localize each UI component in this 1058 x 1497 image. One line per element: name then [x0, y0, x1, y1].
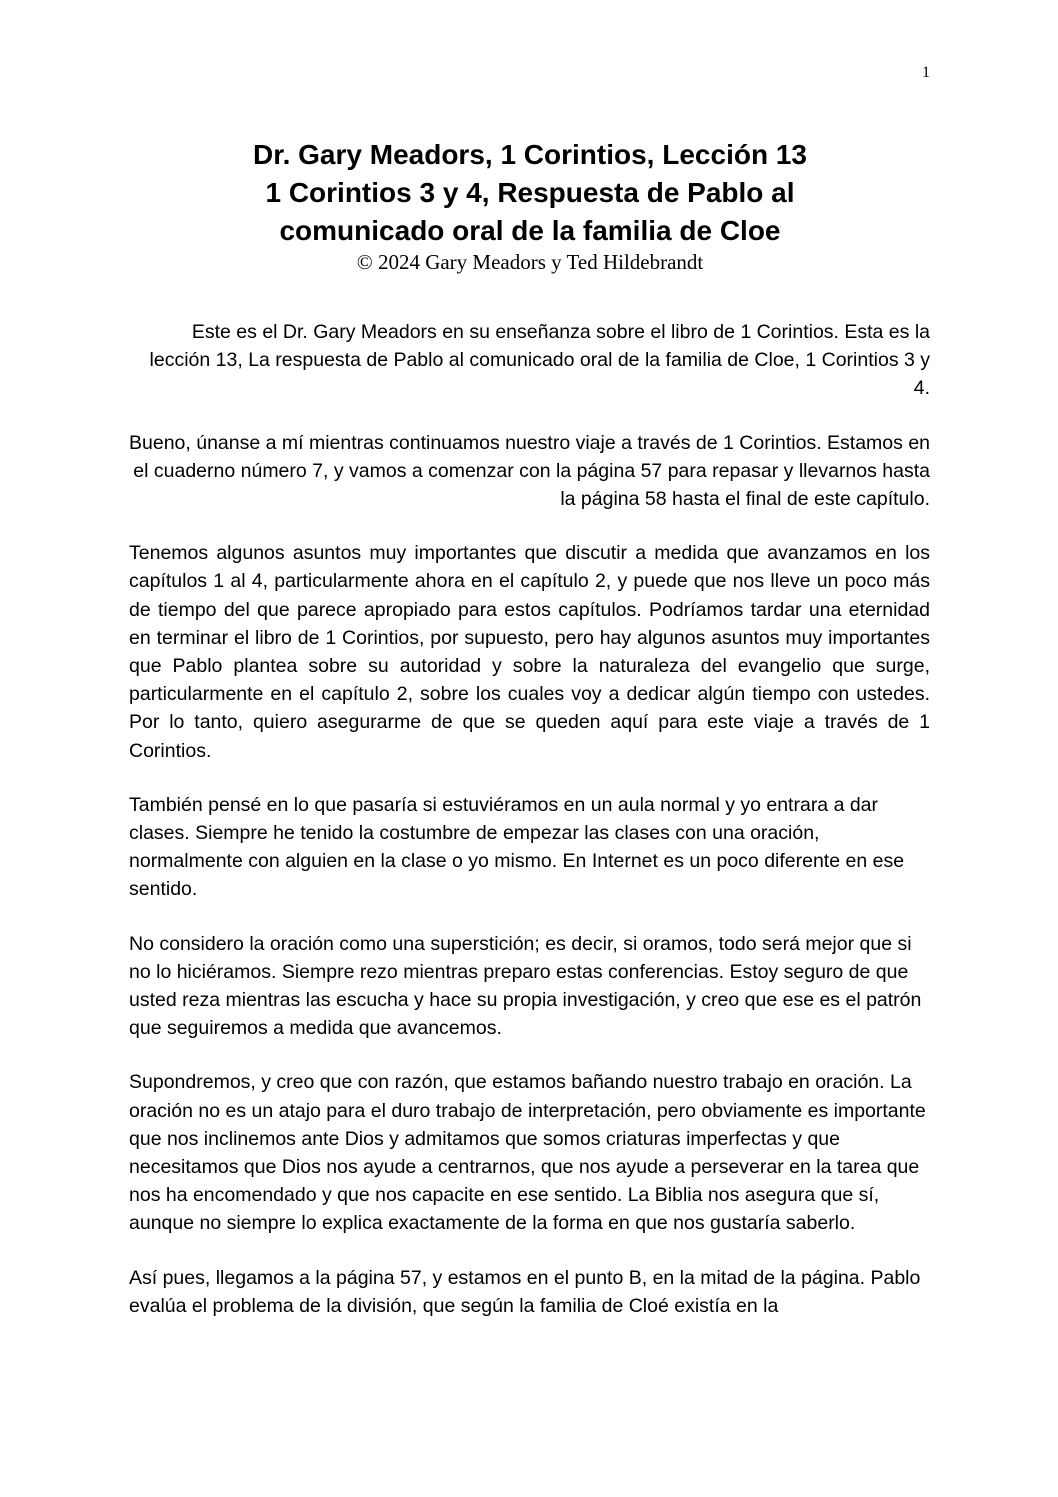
paragraph-body-5: Así pues, llegamos a la página 57, y estamos en el punto B, en la mitad de la página. Pablo evalúa el problema de la división, que según la familia de Cloé existía en la — [129, 1266, 921, 1317]
title-block — [130, 136, 930, 274]
body-text — [129, 318, 930, 1346]
title-line-3: comunicado oral de la familia de Cloe — [279, 215, 781, 246]
paragraph-body-4: Supondremos, y creo que con razón, que estamos bañando nuestro trabajo en oración. La oración no es un atajo para el duro trabajo de interpretación, pero obviamente es importante que nos inclinemos ante Dios y admitamos que somos criaturas imperfectas y que necesitamos que Dios nos ayude a centrarnos, que nos ayude a perseverar en la tarea que nos ha encomendado y que nos capacite en ese sentido. La Biblia nos asegura que sí, aunque no siempre lo explica exactamente de la forma en que nos gustaría saberlo. — [129, 1071, 926, 1235]
paragraph-body-2: También pensé en lo que pasaría si estuviéramos en un aula normal y yo entrara a dar clases. Siempre he tenido la costumbre de empezar las clases con una oración, normalmente con alguien en la clase o yo mismo. En Internet es un poco diferente en ese sentido. — [129, 793, 905, 901]
title-line-2: 1 Corintios 3 y 4, Respuesta de Pablo al — [265, 177, 795, 208]
paragraph-intro: Este es el Dr. Gary Meadors en su enseñanza sobre el libro de 1 Corintios. Esta es la lección 13, La respuesta de Pablo al comunicado oral de la familia de Cloe, 1 Corintios 3 y 4. — [149, 321, 930, 400]
title-line-1: Dr. Gary Meadors, 1 Corintios, Lección 13 — [253, 139, 807, 170]
copyright-line: © 2024 Gary Meadors y Ted Hildebrandt — [356, 250, 704, 274]
paragraph-body-3: No considero la oración como una superstición; es decir, si oramos, todo será mejor que si no lo hiciéramos. Siempre rezo mientras preparo estas conferencias. Estoy seguro de que usted reza mientras las escucha y hace su propia investigación, y creo que ese es el patrón que seguiremos a medida que avancemos. — [129, 932, 922, 1040]
paragraph-welcome: Bueno, únanse a mí mientras continuamos nuestro viaje a través de 1 Corintios. Estamos en el cuaderno número 7, y vamos a comenzar con la página 57 para repasar y llevarnos hasta la página 58 hasta el final de este capítulo. — [129, 431, 931, 511]
page-number: 1 — [922, 64, 930, 81]
paragraph-body-1: Tenemos algunos asuntos muy importantes que discutir a medida que avanzamos en los capítulos 1 al 4, particularmente ahora en el capítulo 2, y puede que nos lleve un poco más de tiempo del que parece apropiado para estos capítulos. Podríamos tardar una eternidad en terminar el libro de 1 Corintios, por supuesto, pero hay algunos asuntos muy importantes que Pablo plantea sobre su autoridad y sobre la naturaleza del evangelio que surge, particularmente en el capítulo 2, sobre los cuales voy a dedicar algún tiempo con ustedes. Por lo tanto, quiero asegurarme de que se queden aquí para este viaje a través de 1 Corintios. — [129, 542, 930, 762]
